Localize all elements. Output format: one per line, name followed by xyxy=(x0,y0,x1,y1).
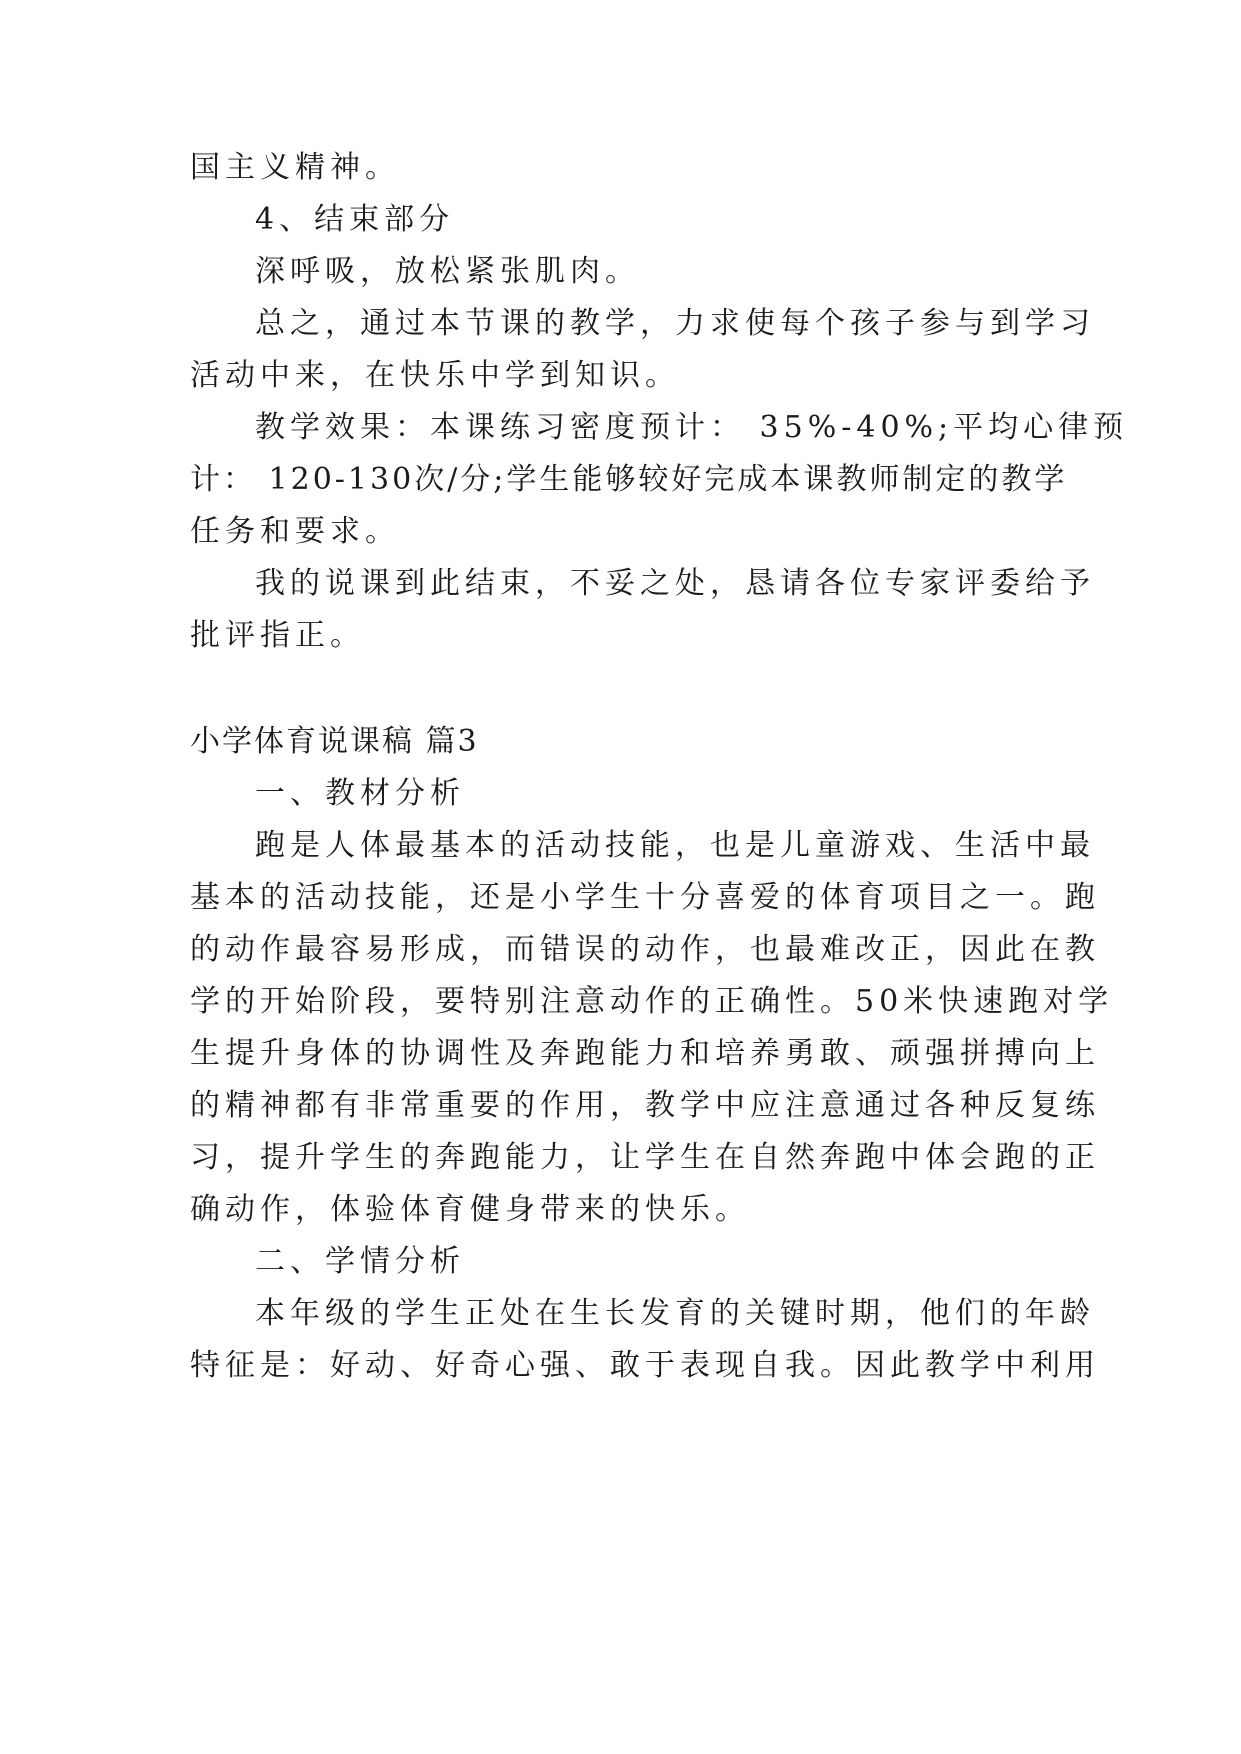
text-line: 跑是人体最基本的活动技能，也是儿童游戏、生活中最 xyxy=(255,828,1095,863)
text-line: 深呼吸，放松紧张肌肉。 xyxy=(255,254,640,289)
text-line: 习，提升学生的奔跑能力，让学生在自然奔跑中体会跑的正 xyxy=(190,1140,1100,1175)
text-line: 生提升身体的协调性及奔跑能力和培养勇敢、顽强拼搏向上 xyxy=(190,1036,1100,1071)
section-heading: 一、教材分析 xyxy=(255,776,465,811)
text-line: 任务和要求。 xyxy=(190,514,400,549)
text-line: 特征是：好动、好奇心强、敢于表现自我。因此教学中利用 xyxy=(190,1348,1100,1383)
text-line: 活动中来，在快乐中学到知识。 xyxy=(190,358,680,393)
text-line: 批评指正。 xyxy=(190,618,365,653)
text-line: 计： 120-130次/分;学生能够较好完成本课教师制定的教学 xyxy=(190,462,1068,497)
section-heading: 4、结束部分 xyxy=(255,202,455,237)
text-line: 我的说课到此结束，不妥之处，恳请各位专家评委给予 xyxy=(255,566,1095,601)
section-heading: 二、学情分析 xyxy=(255,1244,465,1279)
text-line: 的精神都有非常重要的作用，教学中应注意通过各种反复练 xyxy=(190,1088,1100,1123)
article-title: 小学体育说课稿 篇3 xyxy=(190,724,479,759)
text-line: 确动作，体验体育健身带来的快乐。 xyxy=(190,1192,750,1227)
text-line: 国主义精神。 xyxy=(190,150,400,185)
text-line: 教学效果：本课练习密度预计： 35%-40%;平均心律预 xyxy=(255,410,1129,445)
text-line: 本年级的学生正处在生长发育的关键时期，他们的年龄 xyxy=(255,1296,1095,1331)
text-line: 基本的活动技能，还是小学生十分喜爱的体育项目之一。跑 xyxy=(190,880,1100,915)
text-line: 的动作最容易形成，而错误的动作，也最难改正，因此在教 xyxy=(190,932,1100,967)
text-line: 学的开始阶段，要特别注意动作的正确性。50米快速跑对学 xyxy=(190,984,1114,1019)
text-line: 总之，通过本节课的教学，力求使每个孩子参与到学习 xyxy=(255,306,1095,341)
